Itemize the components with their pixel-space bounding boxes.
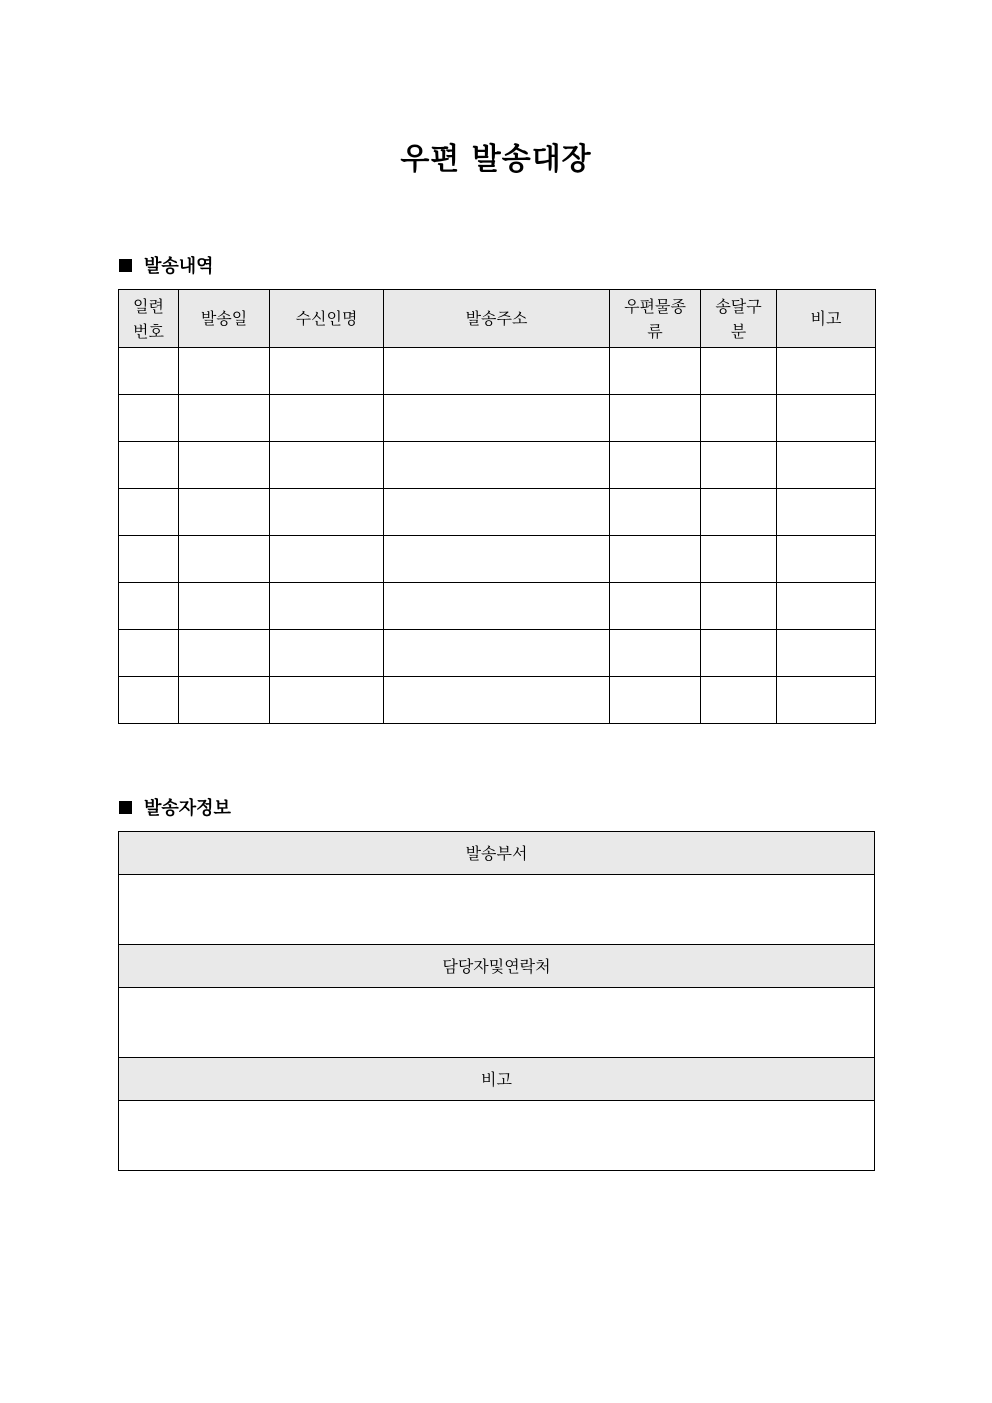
cell-remarks[interactable] [777, 442, 876, 489]
cell-recipient-name[interactable] [270, 677, 384, 724]
cell-serial-number[interactable] [119, 583, 179, 630]
cell-dispatch-address[interactable] [384, 348, 610, 395]
cell-serial-number[interactable] [119, 348, 179, 395]
sender-section-heading [119, 794, 231, 820]
column-header-mail-type: 우편물종 류 [610, 290, 701, 348]
cell-delivery-type[interactable] [701, 348, 777, 395]
cell-dispatch-address[interactable] [384, 489, 610, 536]
cell-mail-type[interactable] [610, 489, 701, 536]
cell-delivery-type[interactable] [701, 395, 777, 442]
cell-remarks[interactable] [777, 395, 876, 442]
table-row [119, 489, 876, 536]
cell-mail-type[interactable] [610, 536, 701, 583]
table-row [119, 583, 876, 630]
cell-remarks[interactable] [777, 489, 876, 536]
cell-dispatch-address[interactable] [384, 677, 610, 724]
cell-recipient-name[interactable] [270, 536, 384, 583]
sender-field-label-row [119, 945, 875, 988]
cell-delivery-type[interactable] [701, 536, 777, 583]
cell-dispatch-address[interactable] [384, 395, 610, 442]
cell-remarks[interactable] [777, 630, 876, 677]
cell-recipient-name[interactable] [270, 348, 384, 395]
dispatch-section-title: 발송내역 [144, 256, 214, 277]
cell-dispatch-date[interactable] [179, 348, 270, 395]
cell-dispatch-date[interactable] [179, 630, 270, 677]
column-header-serial-number: 일련 번호 [119, 290, 179, 348]
cell-serial-number[interactable] [119, 442, 179, 489]
cell-dispatch-date[interactable] [179, 395, 270, 442]
column-header-delivery-type: 송달구 분 [701, 290, 777, 348]
cell-mail-type[interactable] [610, 630, 701, 677]
sender-info-table [118, 831, 875, 1171]
cell-dispatch-address[interactable] [384, 442, 610, 489]
table-row [119, 536, 876, 583]
contact-person-label: 담당자및연락처 [119, 945, 875, 988]
table-row [119, 677, 876, 724]
cell-serial-number[interactable] [119, 536, 179, 583]
cell-mail-type[interactable] [610, 677, 701, 724]
column-header-recipient-name: 수신인명 [270, 290, 384, 348]
table-row [119, 630, 876, 677]
dispatch-section-heading [119, 252, 214, 278]
table-row [119, 395, 876, 442]
dispatch-table [118, 289, 876, 724]
sender-section-title: 발송자정보 [144, 798, 231, 819]
cell-remarks[interactable] [777, 677, 876, 724]
sender-department-value[interactable] [119, 875, 875, 945]
square-bullet-icon [119, 259, 132, 272]
contact-person-value[interactable] [119, 988, 875, 1058]
table-row [119, 442, 876, 489]
table-row [119, 348, 876, 395]
cell-delivery-type[interactable] [701, 677, 777, 724]
cell-mail-type[interactable] [610, 395, 701, 442]
sender-department-label: 발송부서 [119, 832, 875, 875]
sender-field-label-row [119, 832, 875, 875]
cell-serial-number[interactable] [119, 630, 179, 677]
cell-mail-type[interactable] [610, 348, 701, 395]
column-header-dispatch-date: 발송일 [179, 290, 270, 348]
column-header-remarks: 비고 [777, 290, 876, 348]
cell-mail-type[interactable] [610, 583, 701, 630]
sender-remarks-label: 비고 [119, 1058, 875, 1101]
cell-serial-number[interactable] [119, 489, 179, 536]
sender-field-value-row [119, 875, 875, 945]
cell-recipient-name[interactable] [270, 395, 384, 442]
cell-dispatch-date[interactable] [179, 677, 270, 724]
cell-dispatch-date[interactable] [179, 489, 270, 536]
sender-field-value-row [119, 988, 875, 1058]
cell-serial-number[interactable] [119, 395, 179, 442]
cell-recipient-name[interactable] [270, 489, 384, 536]
page-title: 우편 발송대장 [400, 142, 592, 177]
cell-recipient-name[interactable] [270, 442, 384, 489]
cell-dispatch-date[interactable] [179, 442, 270, 489]
cell-dispatch-date[interactable] [179, 583, 270, 630]
cell-dispatch-address[interactable] [384, 583, 610, 630]
cell-remarks[interactable] [777, 348, 876, 395]
cell-dispatch-date[interactable] [179, 536, 270, 583]
cell-mail-type[interactable] [610, 442, 701, 489]
cell-recipient-name[interactable] [270, 583, 384, 630]
sender-field-value-row [119, 1101, 875, 1171]
cell-delivery-type[interactable] [701, 630, 777, 677]
sender-remarks-value[interactable] [119, 1101, 875, 1171]
cell-delivery-type[interactable] [701, 583, 777, 630]
cell-recipient-name[interactable] [270, 630, 384, 677]
column-header-dispatch-address: 발송주소 [384, 290, 610, 348]
cell-remarks[interactable] [777, 583, 876, 630]
sender-field-label-row [119, 1058, 875, 1101]
cell-remarks[interactable] [777, 536, 876, 583]
cell-delivery-type[interactable] [701, 442, 777, 489]
cell-delivery-type[interactable] [701, 489, 777, 536]
dispatch-table-header-row [119, 290, 876, 348]
square-bullet-icon [119, 801, 132, 814]
cell-dispatch-address[interactable] [384, 536, 610, 583]
cell-dispatch-address[interactable] [384, 630, 610, 677]
cell-serial-number[interactable] [119, 677, 179, 724]
